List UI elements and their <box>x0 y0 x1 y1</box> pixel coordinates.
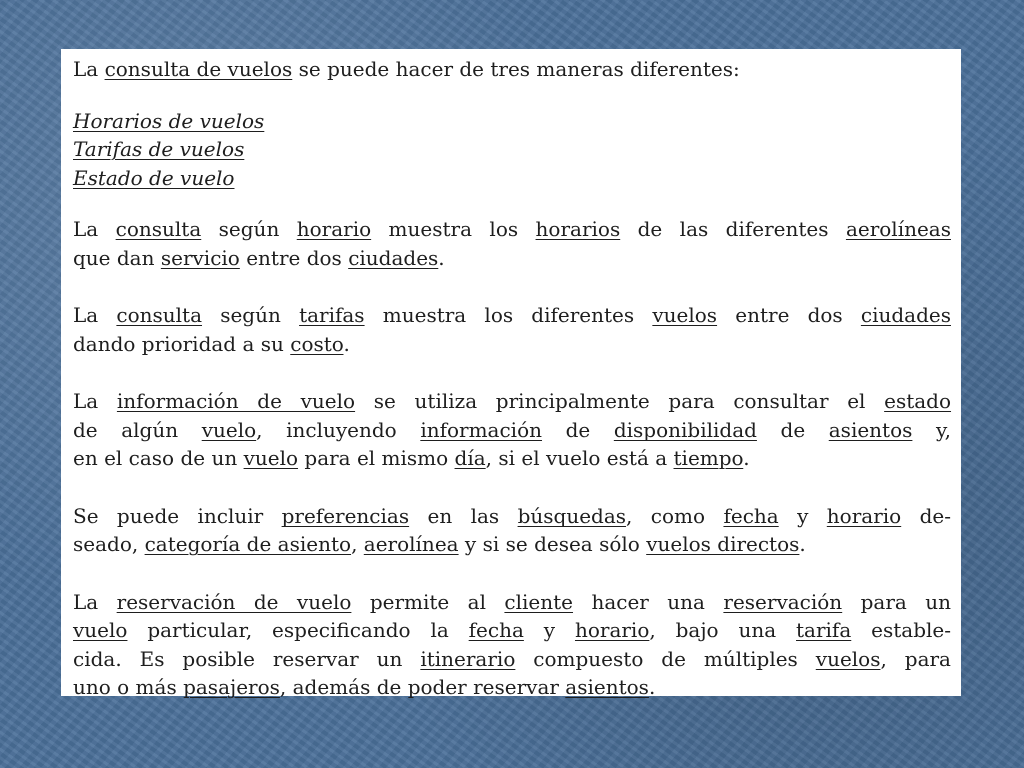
text: compuesto de múltiples <box>515 646 816 671</box>
paragraph-line <box>73 530 951 559</box>
paragraph-line <box>73 244 951 273</box>
paragraph-line <box>73 330 951 359</box>
text: , como <box>626 503 724 528</box>
text: se utiliza principalmente para consultar el <box>355 389 885 413</box>
underlined-term: horario <box>574 618 650 642</box>
text: entre dos <box>239 245 349 270</box>
underlined-term: preferencias <box>281 503 410 528</box>
text: para el mismo <box>298 446 455 470</box>
underlined-term: vuelos <box>652 303 718 327</box>
document-page <box>61 49 961 699</box>
text: en las <box>409 503 518 528</box>
text: . <box>438 245 445 270</box>
underlined-term: búsquedas <box>517 503 627 528</box>
way-item: Horarios de vuelos <box>73 108 265 133</box>
underlined-term: fecha <box>468 618 524 642</box>
underlined-term: tiempo <box>673 446 744 470</box>
text: dando prioridad a su <box>73 331 291 356</box>
paragraph-line <box>73 387 951 416</box>
underlined-term: consulta de vuelos <box>104 57 293 81</box>
underlined-term: horario <box>296 217 372 241</box>
underlined-term: información <box>420 417 543 442</box>
preferences-paragraph <box>73 502 951 559</box>
paragraph-line <box>73 301 951 330</box>
underlined-term: vuelo <box>73 618 128 642</box>
paragraph-line <box>73 588 951 617</box>
text: permite al <box>351 589 505 614</box>
query-ways-list <box>73 107 951 193</box>
text: , bajo una <box>649 618 797 642</box>
text: , además de poder reservar <box>279 675 566 699</box>
underlined-term: horarios <box>535 217 621 241</box>
text: y si se desea sólo <box>458 532 647 556</box>
underlined-term: costo <box>290 331 344 356</box>
underlined-term: ciudades <box>348 245 439 270</box>
text: cida. Es posible reservar un <box>73 646 421 671</box>
underlined-term: reservación de vuelo <box>116 589 352 614</box>
paragraph-line <box>73 645 951 674</box>
schedule-paragraph <box>73 215 951 272</box>
text: , incluyendo <box>256 417 421 442</box>
text: muestra los <box>371 217 536 241</box>
text: que dan <box>73 245 161 270</box>
text: La <box>73 57 105 81</box>
text: La <box>73 389 117 413</box>
underlined-term: pasajeros <box>183 675 280 699</box>
underlined-term: horario <box>826 503 902 528</box>
underlined-term: aerolínea <box>363 532 459 556</box>
underlined-term: vuelo <box>243 446 299 470</box>
underlined-term: consulta <box>115 217 202 241</box>
underlined-term: vuelos <box>815 646 881 671</box>
text: según <box>201 217 297 241</box>
way-item: Tarifas de vuelos <box>73 137 245 161</box>
underlined-term: vuelos directos <box>646 532 800 556</box>
paragraph-line <box>73 502 951 531</box>
paragraph-line <box>73 673 951 702</box>
text: . <box>799 532 806 556</box>
text: en el caso de un <box>73 446 244 470</box>
underlined-term: asientos <box>565 675 649 699</box>
paragraph-line <box>73 215 951 244</box>
text: y, <box>912 417 951 442</box>
underlined-term: estado <box>884 389 952 413</box>
underlined-term: categoría de asiento <box>144 532 352 556</box>
text: muestra los diferentes <box>364 303 653 327</box>
text: . <box>743 446 750 470</box>
underlined-term: reservación <box>723 589 843 614</box>
text: , para <box>880 646 951 671</box>
text: de las diferentes <box>620 217 846 241</box>
text: , si el vuelo está a <box>485 446 674 470</box>
text: según <box>202 303 300 327</box>
text: de- <box>901 503 951 528</box>
underlined-term: vuelo <box>201 417 257 442</box>
text: La <box>73 217 116 241</box>
text: Se puede incluir <box>73 503 282 528</box>
text: de <box>542 417 614 442</box>
underlined-term: ciudades <box>860 303 951 327</box>
text: La <box>73 589 117 614</box>
flight-info-paragraph <box>73 387 951 473</box>
text: de algún <box>73 417 202 442</box>
underlined-term: tarifas <box>299 303 365 327</box>
underlined-term: cliente <box>504 589 574 614</box>
text: de <box>756 417 829 442</box>
text: y <box>778 503 827 528</box>
text: y <box>523 618 575 642</box>
underlined-term: itinerario <box>420 646 516 671</box>
text: . <box>648 675 656 699</box>
paragraph-line <box>73 444 951 473</box>
underlined-term: día <box>454 446 486 470</box>
underlined-term: aerolíneas <box>845 217 951 241</box>
text: , <box>351 532 364 556</box>
underlined-term: consulta <box>116 303 203 327</box>
paragraph-line <box>73 616 951 645</box>
text: seado, <box>73 532 145 556</box>
underlined-term: tarifa <box>796 618 852 642</box>
intro-paragraph <box>73 55 951 84</box>
text: hacer una <box>573 589 724 614</box>
underlined-term: servicio <box>160 245 240 270</box>
underlined-term: información de vuelo <box>116 389 356 413</box>
text: . <box>343 331 350 356</box>
reservation-paragraph <box>73 588 951 702</box>
text: entre dos <box>717 303 861 327</box>
text: para un <box>842 589 952 614</box>
fares-paragraph <box>73 301 951 358</box>
paragraph-line <box>73 416 951 445</box>
underlined-term: fecha <box>723 503 779 528</box>
way-item: Estado de vuelo <box>73 165 235 190</box>
underlined-term: asientos <box>828 417 913 442</box>
text: particular, especificando la <box>127 618 469 642</box>
text: estable- <box>851 618 951 642</box>
text: La <box>73 303 117 327</box>
underlined-term: disponibilidad <box>613 417 757 442</box>
text: se puede hacer de tres maneras diferentes: <box>292 57 740 81</box>
text: uno o más <box>73 675 184 699</box>
